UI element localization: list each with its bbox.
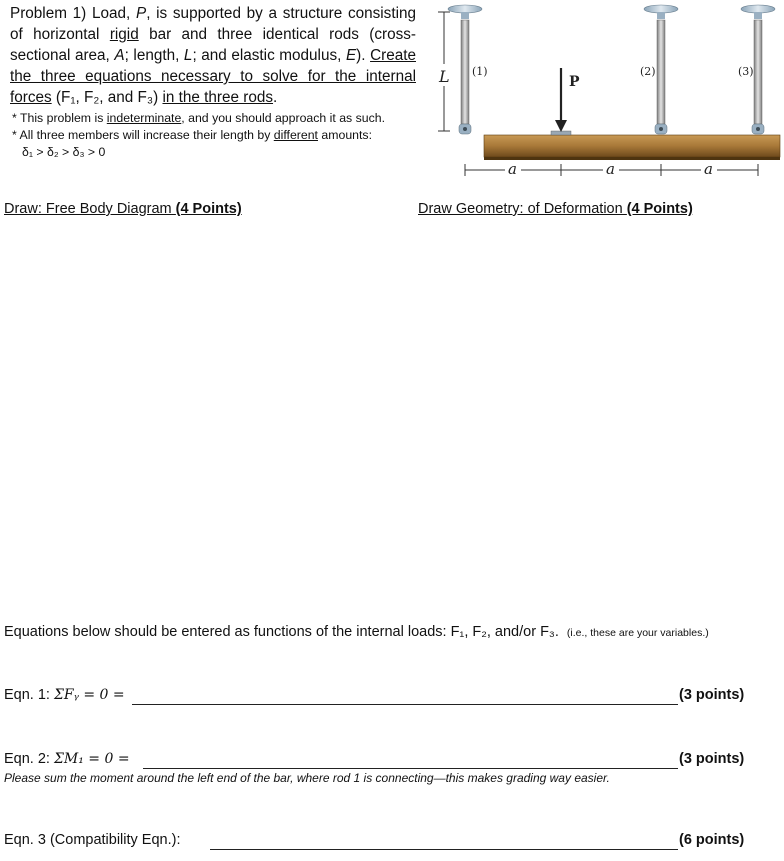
rigid-bar xyxy=(484,135,780,157)
L-label: L xyxy=(439,67,450,86)
geometry-heading: Draw Geometry: of Deformation (4 Points) xyxy=(418,201,693,217)
fbd-heading: Draw: Free Body Diagram (4 Points) xyxy=(4,201,242,217)
eqn-2-points: (3 points) xyxy=(679,751,745,767)
delta-inequality: δ₁ > δ₂ > δ₃ > 0 xyxy=(22,145,106,159)
eqn-1-points: (3 points) xyxy=(679,687,745,703)
problem-statement xyxy=(10,3,416,108)
note-indeterminate: * This problem is indeterminate, and you should approach it as such. xyxy=(12,111,386,125)
a-label-3: a xyxy=(704,160,713,178)
rod-3-label: (3) xyxy=(738,65,754,78)
eqn-3-label: Eqn. 3 (Compatibility Eqn.): xyxy=(4,832,181,848)
rod-2-label: (2) xyxy=(640,65,656,78)
eqn-2-answer-line[interactable] xyxy=(143,768,678,769)
equations-instructions: Equations below should be entered as functions of the internal loads: F₁, F₂, and/or F₃. (i.e., these are your variables.) xyxy=(4,624,709,640)
note-different-amounts: * All three members will increase their length by different amounts: xyxy=(12,128,372,142)
rod-1-label: (1) xyxy=(472,65,488,78)
eqn-3-points: (6 points) xyxy=(679,832,745,848)
eqn-1-label: Eqn. 1: ΣFᵧ = 0 = xyxy=(4,687,125,703)
load-P-label: P xyxy=(569,74,580,90)
rigid-bar-shadow xyxy=(484,157,780,160)
load-arrow-head xyxy=(555,120,567,132)
problem-notes xyxy=(12,110,385,161)
eqn-2-note: Please sum the moment around the left end of the bar, where rod 1 is connecting—this makes grading way easier. xyxy=(4,771,610,785)
problem-paragraph: Problem 1) Load, P, is supported by a structure consisting of horizontal rigid bar and three identical rods (cross-sectional area, A; length, L; and elastic modulus, E). Create the three equations necessary to solve for the internal forces (F₁, F₂, and F₃) in the three rods. xyxy=(10,5,416,106)
a-label-2: a xyxy=(606,160,615,178)
eqn-1-answer-line[interactable] xyxy=(132,704,678,705)
eqn-2-label: Eqn. 2: ΣM₁ = 0 = xyxy=(4,751,130,767)
a-label-1: a xyxy=(508,160,517,178)
eqn-3-answer-line[interactable] xyxy=(210,849,678,850)
structure-figure xyxy=(425,0,784,185)
